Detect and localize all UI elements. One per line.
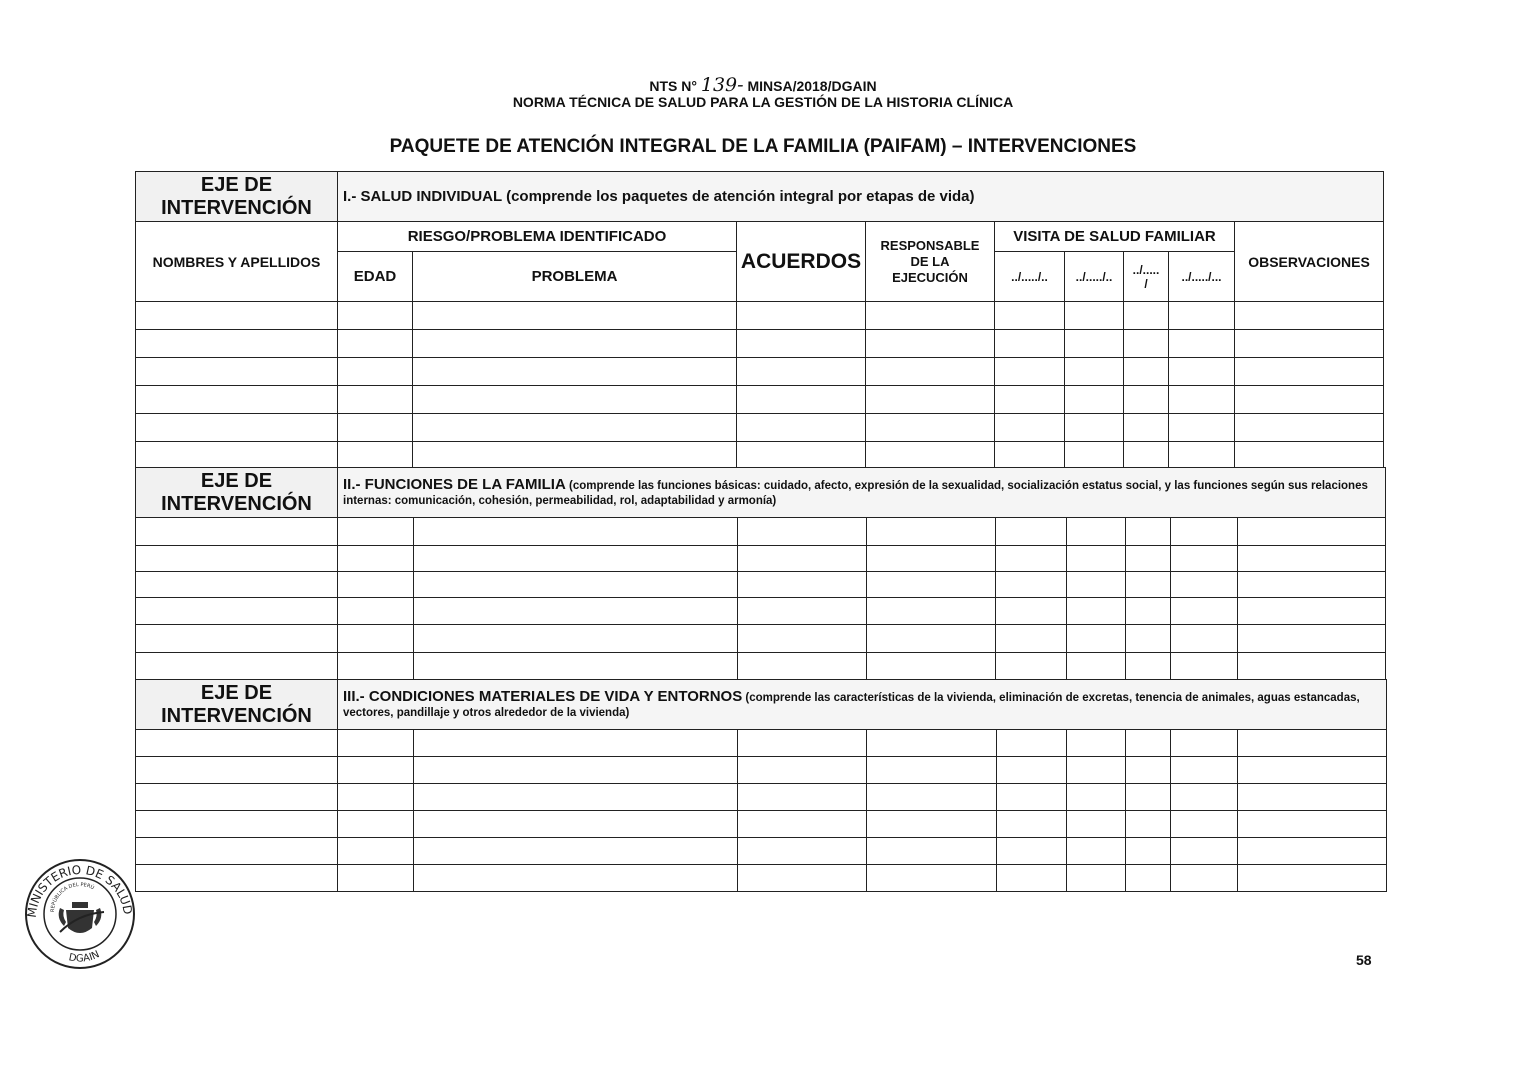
col-date-3: ../..... / [1124,252,1169,302]
col-acuerdos: ACUERDOS [737,222,866,302]
ministry-seal-icon [20,852,140,972]
table-row[interactable] [136,653,1386,680]
section-1-description: (comprende los paquetes de atención integral por etapas de vida) [506,188,975,205]
col-visita: VISITA DE SALUD FAMILIAR [995,222,1235,252]
section-3-heading [338,680,1387,730]
table-row[interactable] [136,358,1384,386]
col-date-4: ../...../... [1169,252,1235,302]
col-nombres: NOMBRES Y APELLIDOS [136,222,338,302]
seal-top-text: MINISTERIO DE SALUD [24,862,135,919]
table-row[interactable] [136,518,1386,546]
col-responsable: RESPONSABLE DE LA EJECUCIÓN [866,222,995,302]
table-row[interactable] [136,546,1386,572]
section-3-description: (comprende las características de la vivienda, eliminación de excretas, tenencia de animales, aguas estancadas, vectores, pandillaje y otros alrededor de la vivienda) [343,691,1360,719]
table-row[interactable] [136,442,1384,468]
nts-code [0,74,1526,96]
seal-bottom-text: DGAIN [67,949,102,965]
section-1-title: I.- SALUD INDIVIDUAL [343,188,502,205]
eje-label: EJE DE INTERVENCIÓN [136,680,338,730]
nts-suffix: MINSA/2018/DGAIN [747,78,877,94]
eje-label: EJE DE INTERVENCIÓN [136,172,338,222]
section-2-description: (comprende las funciones básicas: cuidado, afecto, expresión de la sexualidad, socialización estatus social, y las funciones según sus relaciones internas: comunicación, cohesión, permeabilidad, rol, adaptabilidad y armonía) [343,479,1368,507]
table-row[interactable] [136,865,1387,892]
section-2-heading [338,468,1386,518]
section-1-table [135,171,1384,468]
table-row[interactable] [136,330,1384,358]
page-number: 58 [1356,952,1372,968]
document-subtitle: NORMA TÉCNICA DE SALUD PARA LA GESTIÓN DE LA HISTORIA CLÍNICA [512,94,1014,110]
col-edad: EDAD [338,252,413,302]
section-3-title: III.- CONDICIONES MATERIALES DE VIDA Y ENTORNOS [343,687,743,705]
table-row[interactable] [136,598,1386,625]
table-row[interactable] [136,730,1387,757]
table-row[interactable] [136,784,1387,811]
seal-inner-text: REPÚBLICA DEL PERÚ [49,881,95,913]
nts-prefix: NTS N° [649,78,697,94]
table-row[interactable] [136,572,1386,598]
table-row[interactable] [136,625,1386,653]
col-date-2: ../...../.. [1065,252,1124,302]
table-row[interactable] [136,811,1387,838]
table-row[interactable] [136,757,1387,784]
table-row[interactable] [136,414,1384,442]
table-row[interactable] [136,838,1387,865]
col-riesgo: RIESGO/PROBLEMA IDENTIFICADO [338,222,737,252]
section-2-title: II.- FUNCIONES DE LA FAMILIA [343,475,566,493]
section-2-table [135,467,1386,680]
section-1-heading [338,172,1384,222]
col-problema: PROBLEMA [413,252,737,302]
section-3-table [135,679,1387,892]
eje-label: EJE DE INTERVENCIÓN [136,468,338,518]
col-date-1: ../...../.. [995,252,1065,302]
table-row[interactable] [136,302,1384,330]
col-observaciones: OBSERVACIONES [1235,222,1384,302]
table-row[interactable] [136,386,1384,414]
nts-handwritten-number: 139- [700,74,744,96]
page-title: PAQUETE DE ATENCIÓN INTEGRAL DE LA FAMILIA (PAIFAM) – INTERVENCIONES [389,136,1137,157]
